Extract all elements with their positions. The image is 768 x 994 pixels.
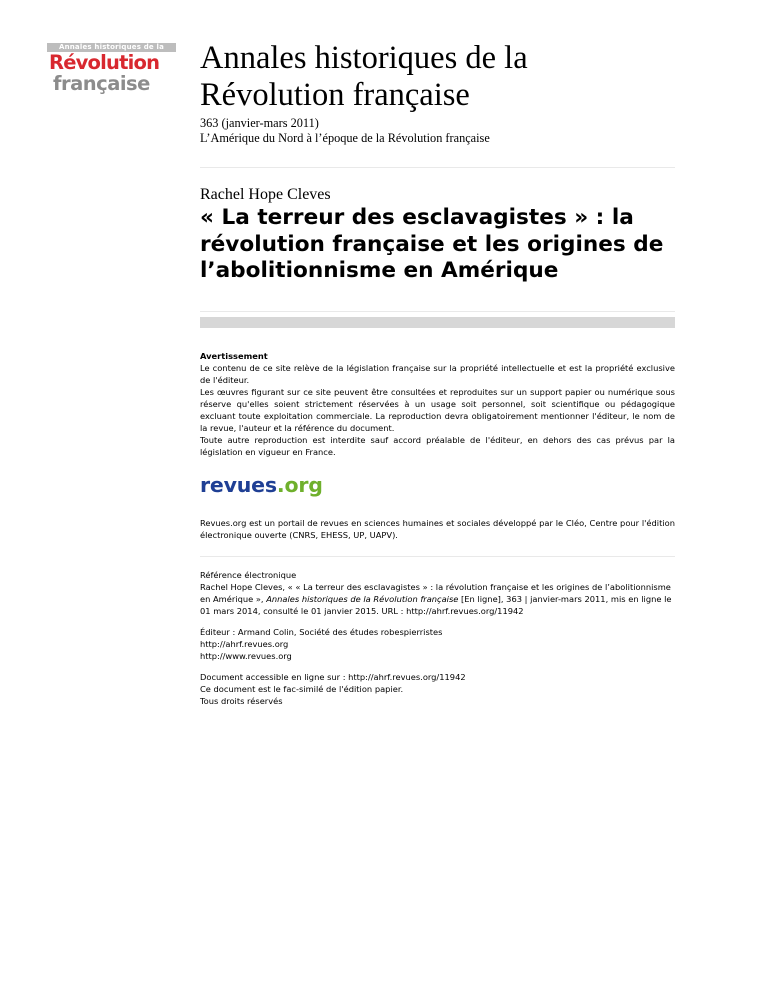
article-title: « La terreur des esclavagistes » : la révolution française et les origines de l’abolitionnisme en Amérique xyxy=(200,205,664,283)
grey-band xyxy=(200,317,675,328)
issue-theme: L’Amérique du Nord à l’époque de la Révolution française xyxy=(200,131,490,145)
divider xyxy=(200,556,675,557)
facsimile-note: Ce document est le fac-similé de l'édition papier. xyxy=(200,684,404,694)
journal-logo xyxy=(47,43,176,99)
divider xyxy=(200,311,675,312)
logo-francaise-word: française xyxy=(53,72,150,95)
portal-description: Revues.org est un portail de revues en sciences humaines et sociales développé par le Cléo, Centre pour l'édition électronique ouverte (CNRS, EHESS, UP, UAPV). xyxy=(200,518,675,540)
access-url-line: Document accessible en ligne sur : http://ahrf.revues.org/11942 xyxy=(200,672,466,682)
editor-line: Éditeur : Armand Colin, Société des études robespierristes xyxy=(200,627,443,637)
citation-journal: Annales historiques de la Révolution française xyxy=(266,594,459,604)
reference-heading: Référence électronique xyxy=(200,570,297,580)
article-author: Rachel Hope Cleves xyxy=(200,186,331,203)
rights-note: Tous droits réservés xyxy=(200,696,283,706)
warning-notice xyxy=(200,350,675,458)
logo-top-banner: Annales historiques de la xyxy=(47,43,176,52)
revues-logo-name: revues xyxy=(200,473,277,497)
logo-revolution-word: Révolution xyxy=(49,51,160,74)
citation-text: Rachel Hope Cleves, « « La terreur des esclavagistes » : la révolution française et les origines de l’abolitionnisme en Amérique », xyxy=(200,582,671,604)
editor-portal-url[interactable]: http://www.revues.org xyxy=(200,651,292,661)
warning-heading: Avertissement xyxy=(200,351,268,361)
journal-title: Annales historiques de la Révolution française xyxy=(200,40,528,113)
warning-paragraph: Les œuvres figurant sur ce site peuvent être consultées et reproduites sur un support papier ou numérique sous réserve qu'elles soient strictement réservées à un usage soit personnel, soit scientifique ou pédagogique excluant toute exploitation commerciale. La reproduction devra obligatoirement mentionner l'éditeur, le nom de la revue, l'auteur et la référence du document. xyxy=(200,387,675,433)
citation-details: [En ligne], 363 | janvier-mars 2011, mis en ligne le 01 mars 2014, consulté le 01 janvier 2015. URL : http://ahrf.revues.org/11942 xyxy=(200,594,672,616)
electronic-reference xyxy=(200,569,675,617)
editor-info xyxy=(200,626,675,662)
warning-paragraph: Toute autre reproduction est interdite sauf accord préalable de l'éditeur, en dehors des cas prévus par la législation en vigueur en France. xyxy=(200,435,675,457)
editor-journal-url[interactable]: http://ahrf.revues.org xyxy=(200,639,289,649)
warning-paragraph: Le contenu de ce site relève de la législation française sur la propriété intellectuelle et est la propriété exclusive de l'éditeur. xyxy=(200,363,675,385)
issue-number: 363 (janvier-mars 2011) xyxy=(200,116,319,130)
revues-org-logo[interactable] xyxy=(200,472,323,498)
revues-logo-domain: .org xyxy=(276,473,323,497)
divider xyxy=(200,167,675,168)
access-info xyxy=(200,671,675,707)
reference-citation xyxy=(200,581,675,617)
